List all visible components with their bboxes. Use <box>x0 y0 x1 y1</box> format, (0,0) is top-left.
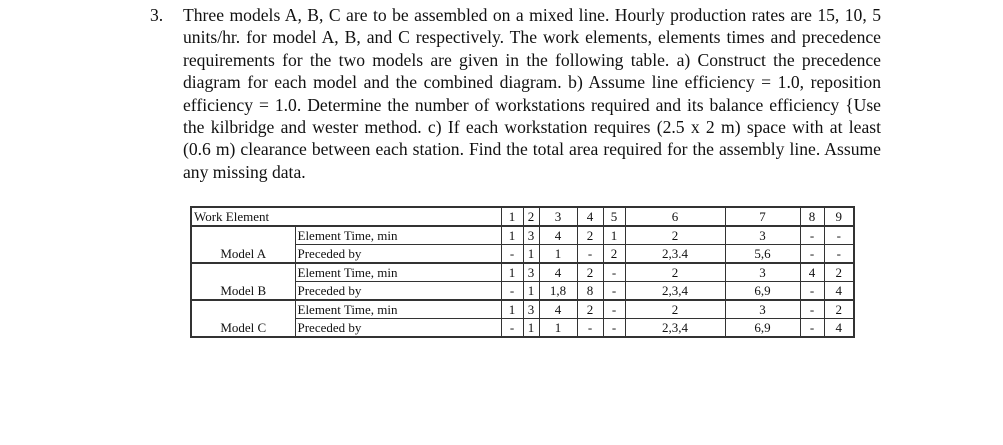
time-label: Element Time, min <box>295 263 501 282</box>
time-label: Element Time, min <box>295 300 501 319</box>
element-number: 8 <box>800 207 824 226</box>
element-number: 3 <box>539 207 577 226</box>
precedence-value: 2,3,4 <box>625 282 725 301</box>
element-time: 2 <box>577 300 603 319</box>
element-time: 1 <box>501 300 523 319</box>
header-row <box>191 207 854 226</box>
element-number: 9 <box>824 207 854 226</box>
precedence-value: 1 <box>523 319 539 338</box>
element-time: 2 <box>625 263 725 282</box>
element-time: 2 <box>577 226 603 245</box>
precedence-value: 5,6 <box>725 245 800 264</box>
question-text: Three models A, B, C are to be assembled on a mixed line. Hourly production rates are 15, 10, 5 units/hr. for model A, B, and C respectively. The work elements, elements times and precedence requirements for the two models are given in the following table. a) Construct the precedence diagram for each model and the combined diagram. b) Assume line efficiency = 1.0, reposition efficiency = 1.0. Determine the number of workstations required and its balance efficiency {Use the kilbridge and wester method. c) If each workstation requires (2.5 x 2 m) space with at least (0.6 m) clearance between each station. Find the total area required for the assembly line. Assume any missing data. <box>183 5 881 182</box>
question-number: 3. <box>150 5 164 25</box>
precedence-value: - <box>800 245 824 264</box>
precedence-value: - <box>824 245 854 264</box>
model-name: Model C <box>191 300 295 337</box>
element-time: 4 <box>800 263 824 282</box>
time-row <box>191 226 854 245</box>
precedence-value: 6,9 <box>725 319 800 338</box>
precedence-value: - <box>800 282 824 301</box>
element-time: 4 <box>539 263 577 282</box>
precedence-value: 8 <box>577 282 603 301</box>
precedence-value: 1 <box>523 245 539 264</box>
element-time: 1 <box>501 263 523 282</box>
precedence-value: - <box>603 319 625 338</box>
element-number: 4 <box>577 207 603 226</box>
element-time: 2 <box>824 300 854 319</box>
precedence-value: 1 <box>539 319 577 338</box>
element-time: 2 <box>625 300 725 319</box>
element-time: 3 <box>725 226 800 245</box>
precedence-value: - <box>603 282 625 301</box>
precedence-value: 2,3.4 <box>625 245 725 264</box>
precedence-label: Preceded by <box>295 282 501 301</box>
precedence-value: 4 <box>824 319 854 338</box>
element-time: 3 <box>725 300 800 319</box>
precedence-value: - <box>501 282 523 301</box>
element-time: 1 <box>501 226 523 245</box>
precedence-value: 2,3,4 <box>625 319 725 338</box>
precedence-value: 2 <box>603 245 625 264</box>
precedence-value: 4 <box>824 282 854 301</box>
precedence-value: 1,8 <box>539 282 577 301</box>
element-time: 2 <box>625 226 725 245</box>
element-time: - <box>603 263 625 282</box>
element-time: 4 <box>539 226 577 245</box>
precedence-value: - <box>501 245 523 264</box>
precedence-value: 1 <box>523 282 539 301</box>
element-time: 2 <box>577 263 603 282</box>
time-row <box>191 300 854 319</box>
element-time: 2 <box>824 263 854 282</box>
element-time: - <box>824 226 854 245</box>
element-time: 3 <box>725 263 800 282</box>
element-time: 3 <box>523 263 539 282</box>
model-name: Model A <box>191 226 295 263</box>
element-number: 2 <box>523 207 539 226</box>
precedence-value: 6,9 <box>725 282 800 301</box>
precedence-value: - <box>501 319 523 338</box>
element-time: 3 <box>523 226 539 245</box>
element-time: 4 <box>539 300 577 319</box>
element-number: 6 <box>625 207 725 226</box>
model-name: Model B <box>191 263 295 300</box>
element-time: 1 <box>603 226 625 245</box>
element-time: - <box>800 300 824 319</box>
element-number: 5 <box>603 207 625 226</box>
element-time: - <box>800 226 824 245</box>
time-row <box>191 263 854 282</box>
element-time: - <box>603 300 625 319</box>
precedence-value: - <box>577 319 603 338</box>
precedence-value: - <box>577 245 603 264</box>
precedence-value: - <box>800 319 824 338</box>
time-label: Element Time, min <box>295 226 501 245</box>
precedence-value: 1 <box>539 245 577 264</box>
element-time: 3 <box>523 300 539 319</box>
precedence-label: Preceded by <box>295 319 501 338</box>
header-label: Work Element <box>191 207 501 226</box>
work-element-table <box>190 206 855 338</box>
element-number: 7 <box>725 207 800 226</box>
element-number: 1 <box>501 207 523 226</box>
precedence-label: Preceded by <box>295 245 501 264</box>
